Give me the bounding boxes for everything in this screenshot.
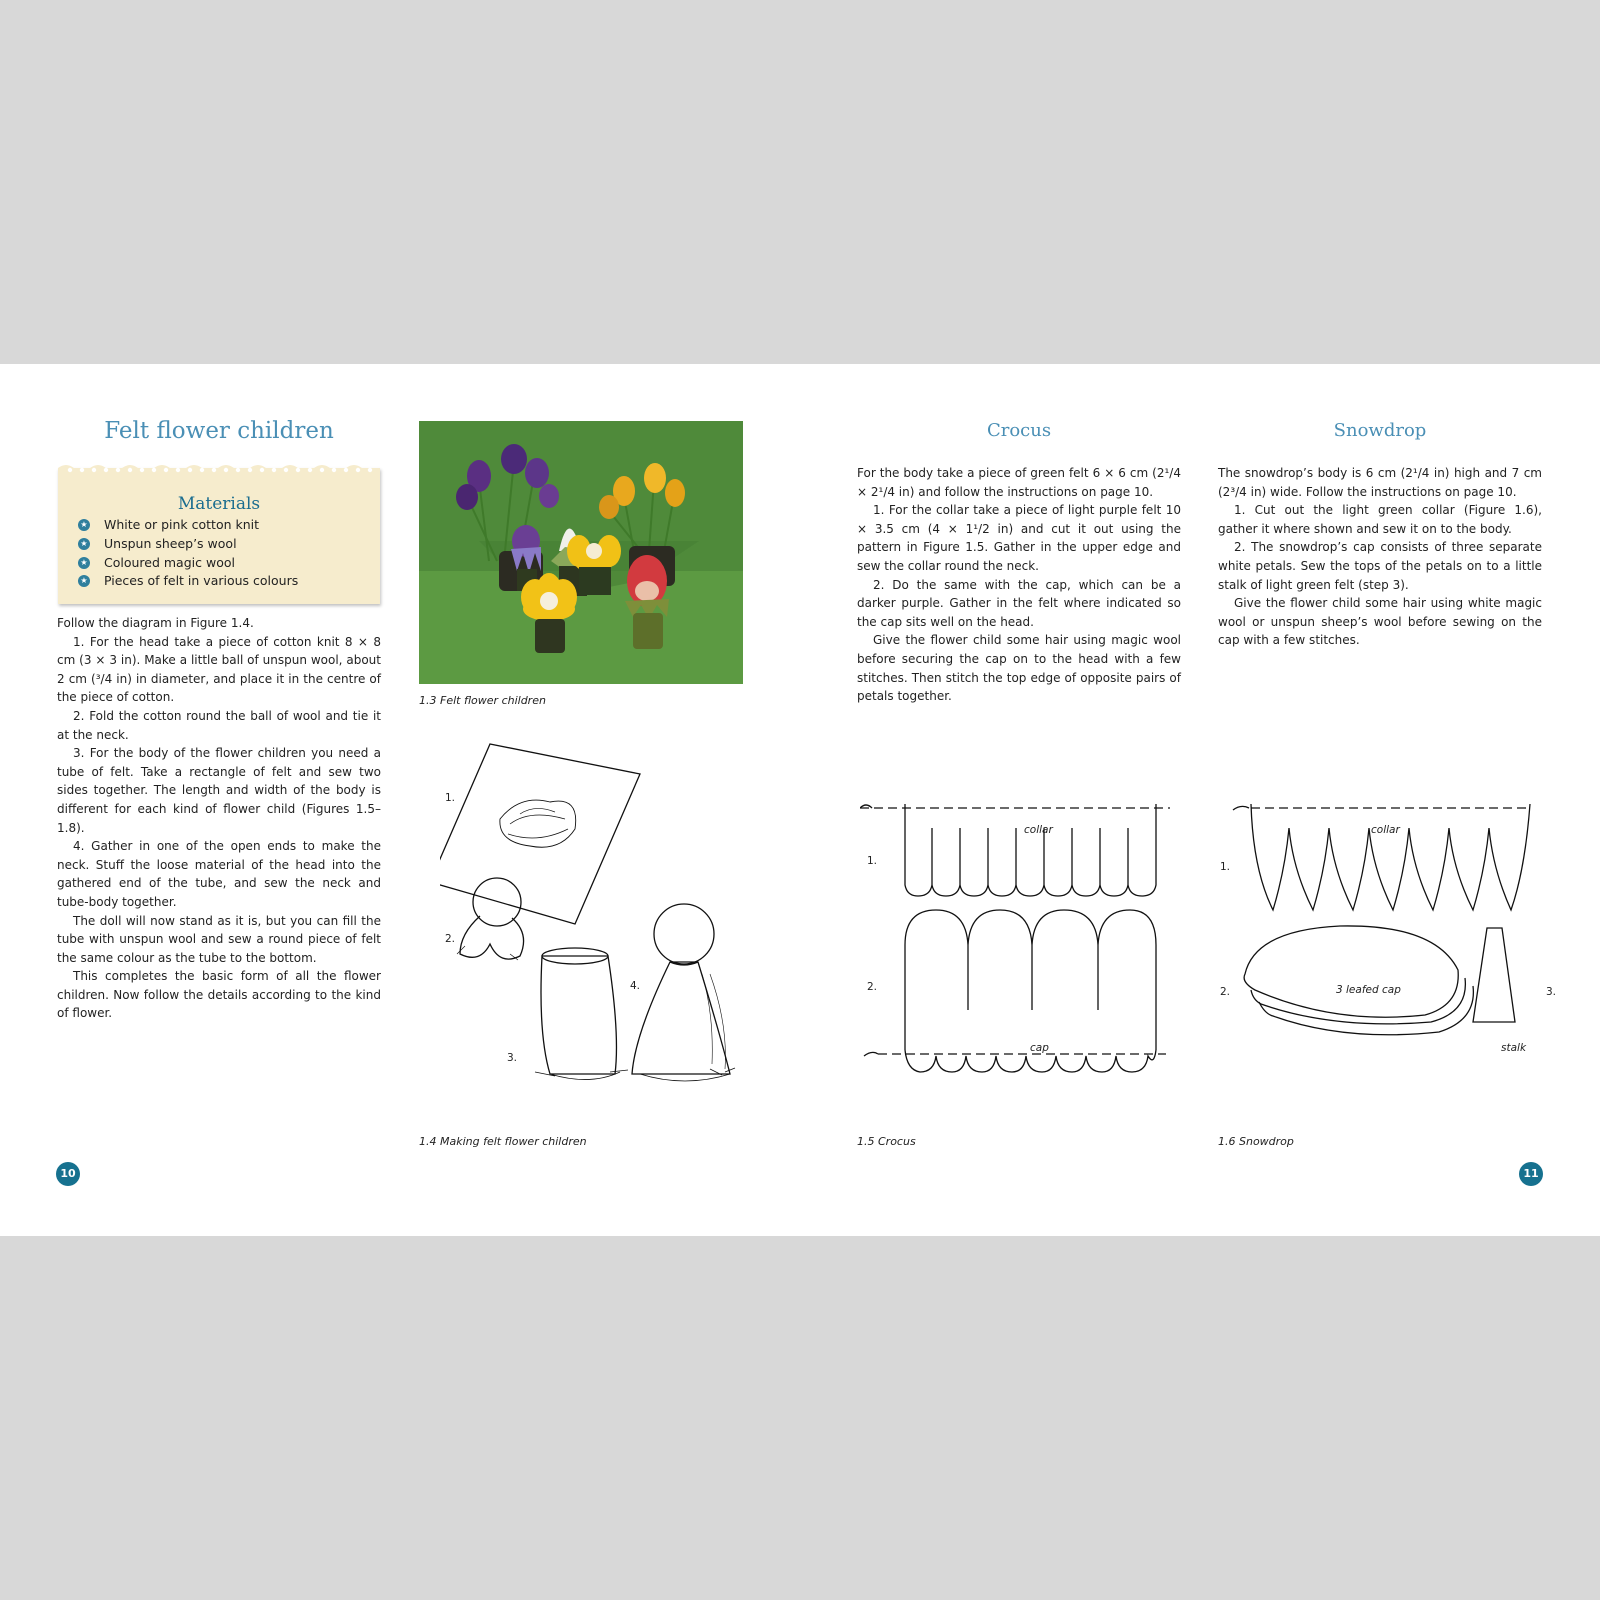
paragraph: For the body take a piece of green felt 6 × 6 cm (2¹/4 × 2¹/4 in) and follow the instructions on page 10.: [857, 466, 1181, 499]
materials-heading: Materials: [177, 494, 261, 514]
materials-list: [78, 516, 298, 591]
figure-label: 1.: [445, 792, 456, 804]
snowdrop-cap-label: 3 leafed cap: [1336, 984, 1401, 996]
star-bullet-icon: ★: [78, 519, 90, 531]
paragraph: 3. For the body of the flower children you need a tube of felt. Take a rectangle of felt and sew two sides together. The length and width of the body is different for each kind of flower child (Figures 1.5–1.8).: [57, 746, 381, 835]
paragraph: 1. For the head take a piece of cotton knit 8 × 8 cm (3 × 3 in). Make a little ball of unspun wool, about 2 cm (³/4 in) in diameter, and place it in the centre of the piece of cotton.: [57, 634, 381, 705]
crocus-step-label: 1.: [867, 855, 878, 867]
instructions-text: [57, 614, 381, 1023]
torn-edge: [58, 462, 380, 474]
paragraph: 2. The snowdrop’s cap consists of three separate white petals. Sew the tops of the petals on to a little stalk of light green felt (step 3).: [1218, 540, 1542, 592]
paragraph: The snowdrop’s body is 6 cm (2¹/4 in) high and 7 cm (2³/4 in) wide. Follow the instructions on page 10.: [1218, 466, 1542, 499]
figure-label: 2.: [445, 933, 456, 945]
crocus-title: Crocus: [986, 420, 1052, 441]
figure-caption: 1.4 Making felt flower children: [419, 1135, 587, 1148]
snowdrop-figure-caption: 1.6 Snowdrop: [1218, 1135, 1294, 1148]
book-spread: [0, 364, 1600, 1236]
page-title: Felt flower children: [104, 418, 334, 444]
paragraph: Give the flower child some hair using white magic wool or unspun sheep’s wool before sewing on the cap with a few stitches.: [1218, 596, 1542, 648]
star-bullet-icon: ★: [78, 575, 90, 587]
materials-item: ★ Pieces of felt in various colours: [78, 572, 298, 591]
paragraph: 2. Fold the cotton round the ball of wool and tie it at the neck.: [57, 708, 381, 742]
paragraph: 4. Gather in one of the open ends to make the neck. Stuff the loose material of the head into the gathered end of the tube, and sew the neck and tube-body together.: [57, 839, 381, 909]
snowdrop-step-label: 1.: [1220, 861, 1231, 873]
snowdrop-title: Snowdrop: [1333, 420, 1427, 441]
crocus-pattern-diagram: [860, 800, 1180, 1090]
page-number-left: 10: [56, 1162, 80, 1186]
figure-label: 3.: [507, 1052, 518, 1064]
paragraph: Follow the diagram in Figure 1.4.: [57, 616, 254, 630]
star-bullet-icon: ★: [78, 557, 90, 569]
materials-box: [58, 468, 380, 604]
crocus-figure-caption: 1.5 Crocus: [857, 1135, 916, 1148]
paragraph: 1. Cut out the light green collar (Figure 1.6), gather it where shown and sew it on to the body.: [1218, 503, 1542, 536]
crocus-collar-label: collar: [1024, 824, 1053, 836]
crocus-step-label: 2.: [867, 981, 878, 993]
snowdrop-step-label: 3.: [1546, 986, 1557, 998]
snowdrop-step-label: 2.: [1220, 986, 1231, 998]
snowdrop-stalk-label: stalk: [1501, 1042, 1527, 1054]
figure-label: 4.: [630, 980, 641, 992]
materials-item: ★ Coloured magic wool: [78, 554, 298, 573]
crocus-text: [857, 464, 1181, 706]
star-bullet-icon: ★: [78, 538, 90, 550]
photo-caption: 1.3 Felt flower children: [419, 694, 546, 707]
paragraph: The doll will now stand as it is, but you can fill the tube with unspun wool and sew a round piece of felt the same colour as the tube to the bottom.: [57, 913, 381, 965]
materials-item: ★ Unspun sheep’s wool: [78, 535, 298, 554]
crocus-cap-label: cap: [1030, 1042, 1049, 1054]
page-number-right: 11: [1519, 1162, 1543, 1186]
felt-flower-children-photo: [419, 421, 743, 684]
paragraph: Give the flower child some hair using magic wool before securing the cap on to the head with a few stitches. Then stitch the top edge of opposite pairs of petals together.: [857, 633, 1181, 704]
making-flower-children-diagram: [440, 734, 760, 1094]
snowdrop-text: [1218, 464, 1542, 650]
paragraph: This completes the basic form of all the flower children. Now follow the details according to the kind of flower.: [57, 969, 381, 1021]
snowdrop-collar-label: collar: [1371, 824, 1400, 836]
paragraph: 2. Do the same with the cap, which can be a darker purple. Gather in the felt where indicated so the cap sits well on the head.: [857, 577, 1181, 629]
paragraph: 1. For the collar take a piece of light purple felt 10 × 3.5 cm (4 × 1¹/2 in) and cut it out using the pattern in Figure 1.5. Gather in the upper edge and sew the collar round the neck.: [857, 503, 1181, 573]
snowdrop-pattern-diagram: [1225, 800, 1545, 1060]
materials-item: ★ White or pink cotton knit: [78, 516, 298, 535]
